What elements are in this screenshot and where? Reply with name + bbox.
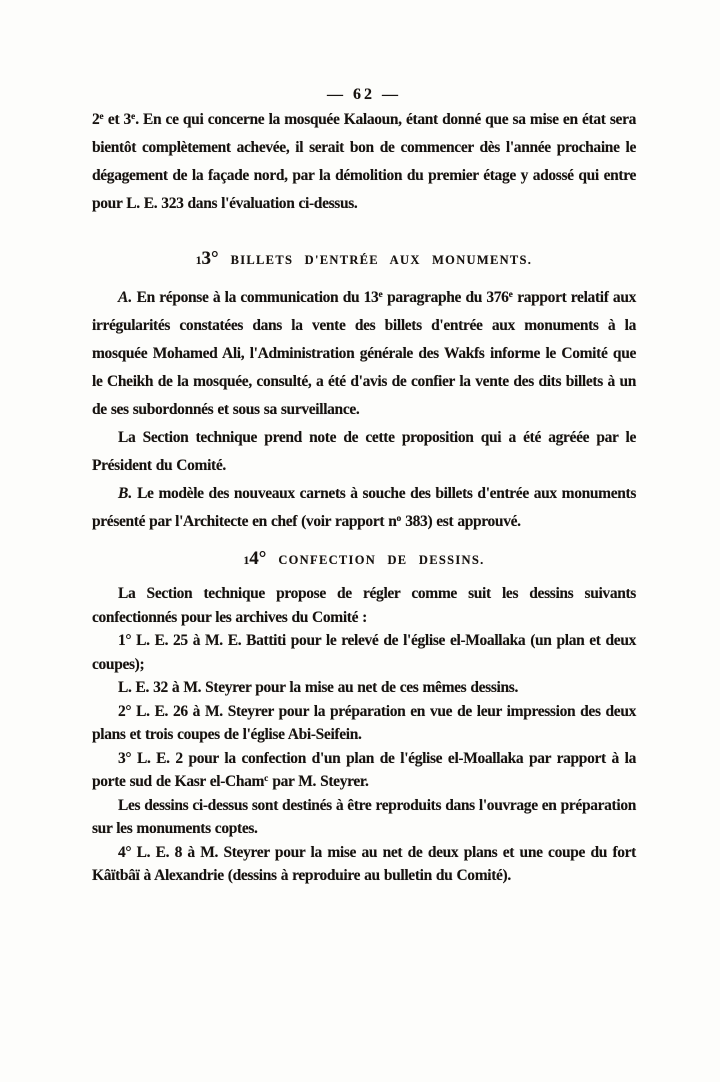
paragraph-section-note: La Section technique prend note de cette proposition qui a été agréée par le Président du Comité. xyxy=(92,429,636,474)
superscript-e: e xyxy=(508,290,513,300)
section-heading-13 xyxy=(92,248,636,270)
paragraph-lead-letter: A. xyxy=(118,289,133,306)
paragraph-text: rapport relatif aux irrégularités constatées dans la vente des billets d'entrée aux monuments à la mosquée Mohamed Ali, l'Administration générale des Wakfs informe le Comité que le Cheikh de la mosquée, consulté, a été d'avis de confier la vente des dits billets à un de ses subordonnés et sous sa surveillance. xyxy=(92,289,636,418)
paragraph-text: 383) est approuvé. xyxy=(401,513,521,530)
section-title: BILLETS D'ENTRÉE AUX MONUMENTS. xyxy=(230,253,533,267)
list-item-1b: L. E. 32 à M. Steyrer pour la mise au net de ces mêmes dessins. xyxy=(118,679,518,696)
section-number: 14° xyxy=(243,548,267,569)
paragraph-text: 2 xyxy=(92,111,100,128)
list-item-2: 2° L. E. 26 à M. Steyrer pour la préparation en vue de leur impression des deux plans et trois coupes de l'église Abi-Seifein. xyxy=(92,702,636,743)
superscript-e: e xyxy=(378,290,383,300)
superscript-o: o xyxy=(396,514,402,524)
paragraph-lead-letter: B. xyxy=(118,485,133,502)
list-item-4: 4° L. E. 8 à M. Steyrer pour la mise au net de deux plans et une coupe du fort Kâïtbâï à Alexandrie (dessins à reproduire au bulletin du Comité). xyxy=(92,843,636,884)
paragraph-b xyxy=(92,480,636,536)
paragraph-a xyxy=(92,284,636,424)
superscript-c: c xyxy=(264,774,269,784)
paragraph-text: En réponse à la communication du 13 xyxy=(132,289,379,306)
paragraph-text: paragraphe du 376 xyxy=(382,289,509,306)
paragraph-text: et 3 xyxy=(103,111,131,128)
paragraph-continuation xyxy=(92,106,636,218)
paragraph-text: . En ce qui concerne la mosquée Kalaoun, étant donné que sa mise en état sera bientôt complètement achevée, il serait bon de commencer dès l'année prochaine le dégagement de la façade nord, par la démolition du premier étage y adossé qui entre pour L. E. 323 dans l'évaluation ci-dessus. xyxy=(92,111,637,212)
section-number: 13° xyxy=(195,248,219,269)
section-heading-14 xyxy=(92,548,636,570)
page-number: — 62 — xyxy=(327,86,401,103)
superscript-e: e xyxy=(130,112,136,122)
paragraph-text: par M. Steyrer. xyxy=(268,773,369,790)
superscript-e: e xyxy=(99,112,104,122)
section-title: CONFECTION DE DESSINS. xyxy=(278,553,485,567)
list-item-3 xyxy=(92,747,636,794)
paragraph-text: Le modèle des nouveaux carnets à souche des billets d'entrée aux monuments présenté par l'Architecte en chef (voir rapport n xyxy=(92,485,636,530)
paragraph-dessins-note: Les dessins ci-dessus sont destinés à être reproduits dans l'ouvrage en préparation sur les monuments coptes. xyxy=(92,796,636,837)
list-item-1: 1° L. E. 25 à M. E. Battiti pour le relevé de l'église el-Moallaka (un plan et deux coupes); xyxy=(92,632,636,673)
paragraph-dessins-intro: La Section technique propose de régler comme suit les dessins suivants confectionnés pour les archives du Comité : xyxy=(92,585,636,626)
paragraph-text: 3° L. E. 2 pour la confection d'un plan de l'église el-Moallaka par rapport à la porte sud de Kasr el-Cham xyxy=(92,749,636,790)
